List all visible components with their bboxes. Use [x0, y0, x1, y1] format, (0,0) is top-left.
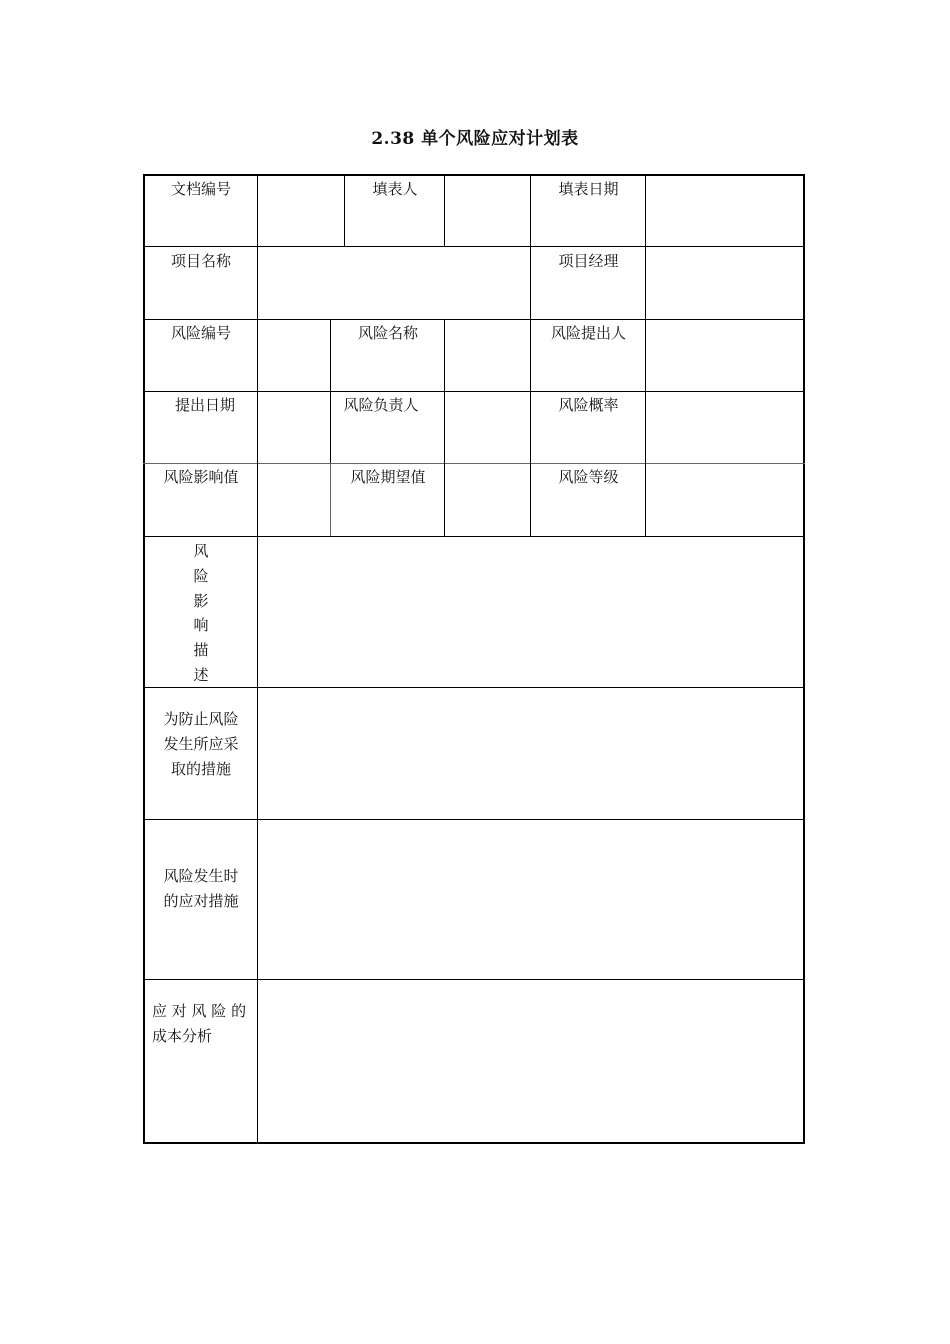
label-project-manager: 项目经理 — [558, 252, 619, 270]
row-divider — [143, 687, 805, 688]
label-fill-date: 填表日期 — [558, 180, 619, 198]
label-line: 发生所应采 — [163, 735, 239, 753]
label-line: 应 对 风 险 的 — [152, 1002, 247, 1020]
label-line: 成本分析 — [152, 1027, 213, 1045]
label-line: 为防止风险 — [163, 710, 239, 728]
label-char: 影 — [193, 591, 209, 610]
input-risk-name[interactable] — [446, 321, 530, 391]
label-risk-no: 风险编号 — [170, 324, 231, 342]
label-risk-owner: 风险负责人 — [343, 396, 419, 414]
label-char: 描 — [193, 641, 209, 660]
label-line: 的应对措施 — [163, 892, 239, 910]
input-risk-proposer[interactable] — [647, 321, 801, 391]
label-char: 风 — [193, 542, 209, 560]
input-project-manager[interactable] — [647, 248, 801, 318]
label-char: 响 — [193, 616, 209, 635]
row-divider — [143, 979, 805, 980]
column-divider — [257, 174, 258, 1144]
label-doc-no: 文档编号 — [170, 180, 231, 198]
label-risk-expected: 风险期望值 — [350, 468, 426, 486]
row-divider — [143, 819, 805, 820]
label-filler: 填表人 — [372, 180, 418, 198]
input-occurrence-measures[interactable] — [259, 821, 801, 979]
input-risk-owner[interactable] — [446, 393, 530, 463]
input-propose-date[interactable] — [259, 393, 330, 463]
input-fill-date[interactable] — [647, 176, 801, 246]
risk-response-plan-table — [143, 174, 805, 1144]
label-risk-proposer: 风险提出人 — [550, 324, 626, 342]
input-risk-impact-description[interactable] — [259, 538, 801, 687]
label-project-name: 项目名称 — [170, 252, 231, 270]
label-occurrence-measures — [143, 864, 259, 914]
input-doc-no[interactable] — [259, 176, 344, 246]
input-risk-level[interactable] — [647, 465, 801, 535]
input-prevention-measures[interactable] — [259, 689, 801, 819]
row-divider — [143, 391, 805, 392]
input-project-name[interactable] — [259, 248, 530, 318]
row-divider — [143, 463, 805, 464]
label-line: 取的措施 — [170, 760, 231, 778]
label-risk-impact-description — [191, 539, 211, 688]
row-divider — [143, 319, 805, 320]
label-risk-impact: 风险影响值 — [163, 468, 239, 486]
label-propose-date: 提出日期 — [174, 396, 235, 414]
input-risk-probability[interactable] — [647, 393, 801, 463]
row-divider — [143, 536, 805, 537]
label-char: 险 — [193, 566, 209, 585]
input-risk-impact[interactable] — [259, 465, 330, 535]
page-title: 2.38 单个风险应对计划表 — [371, 129, 579, 149]
input-risk-no[interactable] — [259, 321, 330, 391]
input-risk-expected[interactable] — [446, 465, 530, 535]
label-risk-probability: 风险概率 — [558, 396, 619, 414]
row-divider — [143, 246, 805, 247]
column-divider — [444, 319, 445, 536]
input-cost-analysis[interactable] — [259, 981, 801, 1140]
label-char: 述 — [193, 665, 209, 684]
label-line: 风险发生时 — [163, 867, 239, 885]
input-filler[interactable] — [446, 176, 530, 246]
label-risk-name: 风险名称 — [357, 324, 418, 342]
label-risk-level: 风险等级 — [558, 468, 619, 486]
label-cost-analysis — [152, 999, 246, 1049]
label-prevention-measures — [143, 707, 259, 782]
